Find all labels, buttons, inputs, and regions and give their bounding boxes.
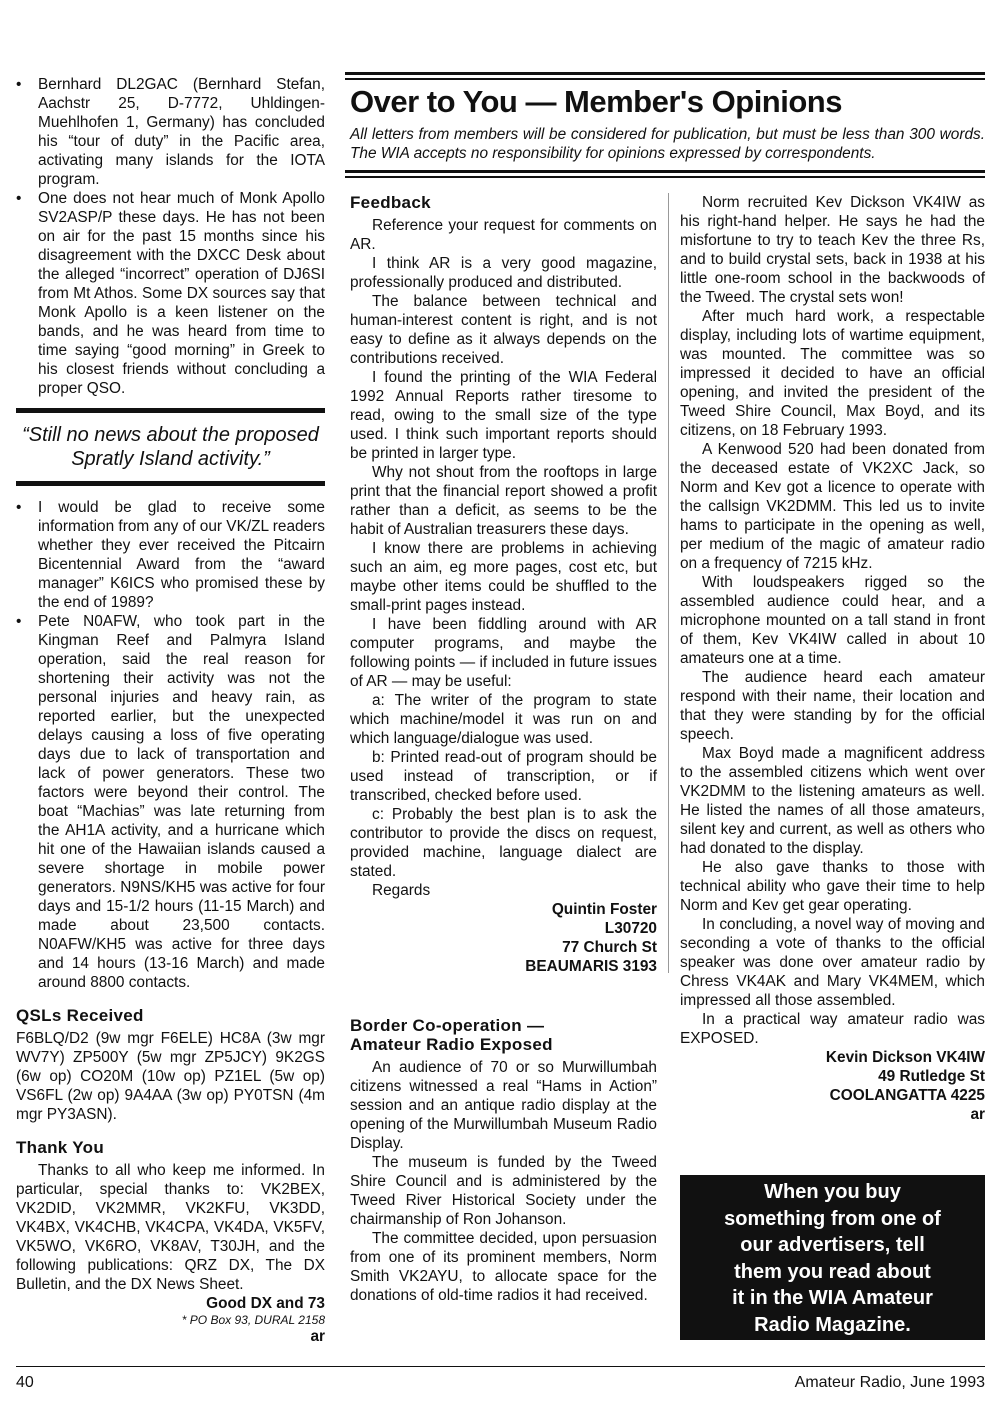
author-address: * PO Box 93, DURAL 2158 [181,1313,325,1327]
paragraph: With loudspeakers rigged so the assembled audience could hear, and a microphone mounted on a tall stand in front of them, Kev VK4IW called in about 10 amateurs one at a time. [680,574,985,667]
middle-column [350,193,657,1305]
paragraph: The committee decided, upon persuasion from one of its prominent members, Norm Smith VK2AYU, to allocate space for the donations of old-time radios it had received. [350,1230,657,1304]
signature-line: 49 Rutledge St [878,1068,985,1085]
column-divider [668,193,669,973]
list-item [16,612,325,992]
paragraph: Max Boyd made a magnificent address to the assembled citizens which went over VK2DMM to the listening amateurs as well. He listed the names of all those amateurs, silent key and current, as well as others who had donated to the display. [680,745,985,857]
bullet-text: Pete N0AFW, who took part in the Kingman Reef and Palmyra Island operation, said the real reason for shortening their activity was not the personal injuries and heavy rain, as reported earlier, but the unexpected delays causing a loss of five operating days due to lack of transportation and lack of power generators. These two factors were beyond their control. The boat “Machias” was late returning from the AH1A activity, and a hurricane which hit one of the Hawaiian islands caused a severe shortage in mobile power generators. N9NS/KH5 was active for four days and 15-1/2 hours (11-15 March) and made about 23,500 contacts. N0AFW/KH5 was active for three days and 14 hours (13-16 March) and made around 8800 contacts. [38,613,325,991]
bullet-text: Bernhard DL2GAC (Bernhard Stefan, Aachstr 25, D-7772, Uhldingen-Muehlhofen 1, Germany) has concluded his “tour of duty” in the Pacific area, activating many islands for the IOTA program. [38,76,325,188]
paragraph: I found the printing of the WIA Federal 1992 Annual Reports rather tiresome to read, owing to the small size of the type used. I think such important reports should be printed in larger type. [350,369,657,462]
paragraph: Reference your request for comments on AR. [350,217,657,253]
page-number: 40 [16,1374,34,1391]
paragraph: He also gave thanks to those with technical ability who gave their time to help Norm and Kev get gear operating. [680,859,985,914]
intro-text: All letters from members will be considered for publication, but must be less than 300 words. The WIA accepts no responsibility for opinions expressed by correspondents. [350,126,985,162]
paragraph: A Kenwood 520 had been donated from the deceased estate of VK2XC Jack, so Norm and Kev got a licence to operate with the callsign VK2DMM. This led us to invite hams to participate in the opening as well, per medium of the magic of amateur radio on a frequency of 7215 kHz. [680,441,985,572]
left-column [16,75,325,1346]
paragraph: I think AR is a very good magazine, professionally produced and distributed. [350,255,657,291]
bullet-text: One does not hear much of Monk Apollo SV2ASP/P these days. He has not been on air for the past 15 months since his disagreement with the DXCC Desk about the alleged “incorrect” operation of DJ6SI from Mt Athos. Some DX sources say that Monk Apollo is a keen listener on the bands, and he was heard from time to time saying “good morning” in Greek to his closest friends without concluding a proper QSO. [38,190,325,397]
list-item [16,498,325,612]
advertiser-promo-box [680,1175,985,1340]
headline-rule [345,176,985,178]
paragraph: I know there are problems in achieving such an aim, eg more pages, cost etc, but maybe other items could be shuffled to the small-print pages instead. [350,540,657,614]
signature-line: 77 Church St [562,939,657,956]
signature-line: Quintin Foster [551,901,657,918]
paragraph: Why not shout from the rooftops in large print that the financial report showed a profit rather than a deficit, as seems to be the habit of Australian treasurers these days. [350,464,657,538]
promo-line: them you read about [734,1260,931,1283]
promo-line: our advertisers, tell [740,1234,925,1256]
border-heading-line1: Border Co-operation — [350,1016,545,1035]
paragraph: The audience heard each amateur respond with their name, their location and that they were standing by for the official speech. [680,669,985,743]
bullet-icon: • [16,499,22,516]
signoff: Good DX and 73 [206,1295,325,1312]
paragraph: An audience of 70 or so Murwillumbah citizens witnessed a real “Hams in Action” session and an antique radio display at the opening of the Murwillumbah Museum Radio Display. [350,1059,657,1152]
signature-line: COOLANGATTA 4225 [829,1087,985,1104]
paragraph: b: Printed read-out of program should be used instead of transcription, or if transcribed, checked before used. [350,749,657,804]
headline-rule [345,170,985,173]
signature-line: L30720 [604,920,657,937]
paragraph: The museum is funded by the Tweed Shire Council and is administered by the Tweed River Historical Society under the chairmanship of Ron Johanson. [350,1154,657,1228]
promo-line: When you buy [764,1181,901,1203]
paragraph: Regards [372,882,431,899]
right-column [680,193,985,1124]
bullet-text: I would be glad to receive some information from any of our VK/ZL readers whether they ever received the Pitcairn Bicentennial Award from the “award manager” K6ICS who promised these by the end of 1989? [38,499,325,611]
page-title: Over to You — Member's Opinions [350,84,842,119]
border-heading-line2: Amateur Radio Exposed [350,1035,553,1054]
paragraph: In concluding, a novel way of moving and seconding a vote of thanks to the official speaker was done over amateur radio by Chress VK4AK and Mary VK4MEM, which impressed all those assembled. [680,916,985,1009]
headline-rule [345,72,985,75]
end-mark: ar [310,1328,325,1345]
qsl-text: F6BLQ/D2 (9w mgr F6ELE) HC8A (3w mgr WV7Y) ZP500Y (5w mgr ZP5JCY) 9K2GS (6w op) CO20M (10w op) PZ1EL (5w op) VS6FL (2w op) 9A4AA (3w op) PY0TSN (4m mgr PY3ASN). [16,1030,325,1123]
signature-line: Kevin Dickson VK4IW [825,1049,985,1066]
bullet-icon: • [16,613,22,630]
paragraph: a: The writer of the program to state which machine/model it was run on and which language/dialogue was used. [350,692,657,747]
paragraph: I have been fiddling around with AR computer programs, and maybe the following points — if included in future issues of AR — may be useful: [350,616,657,690]
promo-line: Radio Magazine. [754,1313,911,1336]
paragraph: In a practical way amateur radio was EXPOSED. [680,1011,985,1047]
promo-line: something from one of [724,1207,941,1230]
pull-quote: “Still no news about the proposed Spratly Island activity.” [16,408,325,486]
publication-name: Amateur Radio, June 1993 [794,1374,985,1391]
headline-rule [345,78,985,80]
thanks-heading: Thank You [16,1138,105,1157]
list-item [16,75,325,189]
paragraph: c: Probably the best plan is to ask the contributor to provide the discs on request, provided machine, language dialect are stated. [350,806,657,880]
paragraph: Norm recruited Kev Dickson VK4IW as his right-hand helper. He says he had the misfortune to try to teach Kev the three Rs, and to build crystal sets, back in 1938 at his little one-room school in the backwoods of the Tweed. The crystal sets won! [680,194,985,306]
signature-line: BEAUMARIS 3193 [525,958,657,975]
end-mark: ar [970,1106,985,1123]
paragraph: After much hard work, a respectable display, including lots of wartime equipment, was mounted. The committee was so impressed it decided to have an official opening, and invited the president of the Tweed Shire Council, Max Boyd, and its citizens, on 18 February 1993. [680,308,985,439]
feedback-heading: Feedback [350,193,431,212]
bullet-icon: • [16,76,22,93]
paragraph: The balance between technical and human-interest content is right, and is not easy to define as it always depends on the contributions received. [350,293,657,367]
promo-line: it in the WIA Amateur [732,1287,933,1309]
list-item [16,189,325,398]
bullet-icon: • [16,190,22,207]
thanks-text: Thanks to all who keep me informed. In particular, special thanks to: VK2BEX, VK2DID, VK2MMR, VK2KFU, VK3DD, VK4BX, VK4CHB, VK4CPA, VK4DA, VK5FV, VK5WO, VK6RO, VK8AV, T30JH, and the following publications: QRZ DX, The DX Bulletin, and the DX News Sheet. [16,1162,325,1293]
footer-rule [16,1366,985,1367]
qsl-heading: QSLs Received [16,1006,144,1025]
